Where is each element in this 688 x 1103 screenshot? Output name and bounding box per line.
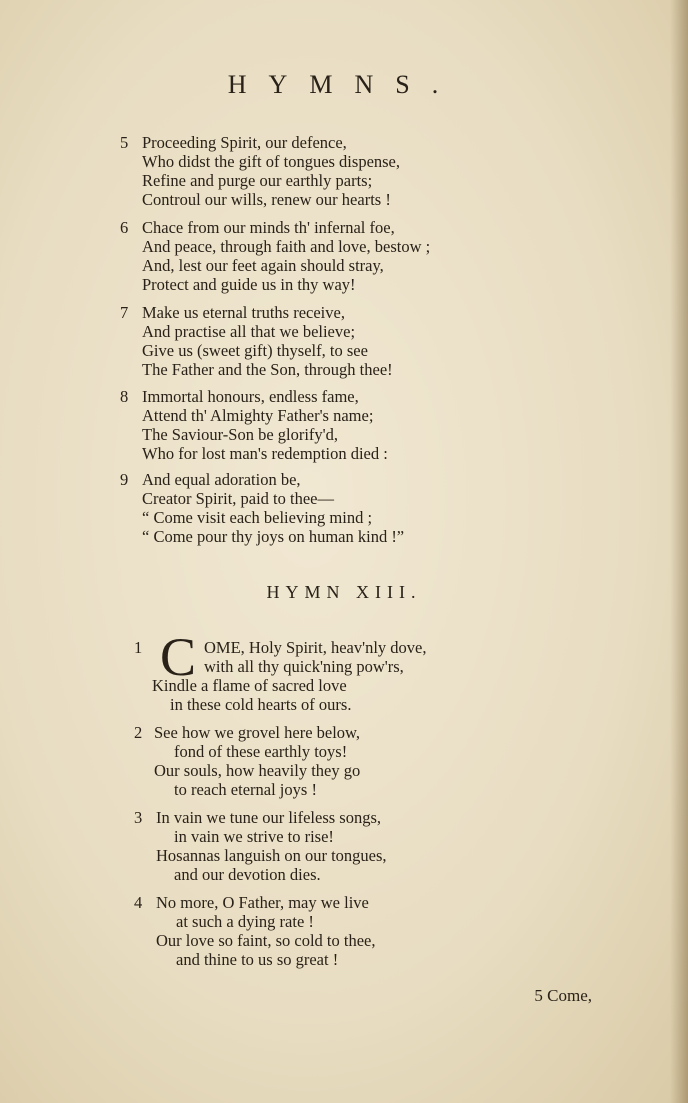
hymn-heading: HYMN XIII.: [266, 582, 422, 602]
verse-line: at such a dying rate !: [176, 912, 314, 931]
stanza-number: 5: [120, 133, 129, 152]
verse-line: “ Come pour thy joys on human kind !”: [142, 527, 405, 546]
hymn13-stanza-2: [134, 723, 554, 799]
verse-line: See how we grovel here below,: [154, 723, 361, 742]
stanza-8: [120, 387, 540, 463]
stanza-9: [120, 470, 540, 546]
verse-line: Who didst the gift of tongues dispense,: [142, 152, 401, 171]
verse-line: No more, O Father, may we live: [156, 893, 369, 912]
verse-line: Refine and purge our earthly parts;: [142, 171, 373, 190]
verse-line: Controul our wills, renew our hearts !: [142, 190, 391, 209]
verse-line: And, lest our feet again should stray,: [142, 256, 384, 275]
stanza-5: [120, 133, 540, 209]
verse-line: and thine to us so great !: [176, 950, 339, 969]
verse-line: in these cold hearts of ours.: [170, 695, 352, 714]
verse-line: The Saviour-Son be glorify'd,: [142, 425, 339, 444]
verse-line: Attend th' Almighty Father's name;: [142, 406, 374, 425]
page-spine-shadow: [670, 0, 688, 1103]
stanza-number: 8: [120, 387, 129, 406]
stanza-7: [120, 303, 540, 379]
stanza-number: 3: [134, 808, 143, 827]
verse-line: Proceeding Spirit, our defence,: [142, 133, 347, 152]
verse-line: Immortal honours, endless fame,: [142, 387, 359, 406]
drop-cap: C: [160, 627, 197, 687]
stanza-number: 9: [120, 470, 129, 489]
verse-line: And practise all that we believe;: [142, 322, 356, 341]
verse-line: Chace from our minds th' infernal foe,: [142, 218, 395, 237]
stanza-number: 4: [134, 893, 143, 912]
verse-line: with all thy quick'ning pow'rs,: [204, 657, 404, 676]
stanza-number: 1: [134, 638, 143, 657]
running-header: HYMNS.: [227, 70, 461, 99]
verse-line: Creator Spirit, paid to thee—: [142, 489, 334, 508]
hymn13-stanza-1: [134, 638, 554, 714]
verse-line: fond of these earthly toys!: [174, 742, 348, 761]
stanza-number: 7: [120, 303, 129, 322]
verse-line: and our devotion dies.: [174, 865, 321, 884]
verse-line: Protect and guide us in thy way!: [142, 275, 356, 294]
verse-line: In vain we tune our lifeless songs,: [156, 808, 381, 827]
verse-line: “ Come visit each believing mind ;: [142, 508, 373, 527]
verse-line: And equal adoration be,: [142, 470, 301, 489]
verse-line: Our souls, how heavily they go: [154, 761, 361, 780]
verse-line: to reach eternal joys !: [174, 780, 317, 799]
hymn13-stanza-3: [134, 808, 554, 884]
verse-line: Make us eternal truths receive,: [142, 303, 345, 322]
stanza-number: 6: [120, 218, 129, 237]
verse-line: Kindle a flame of sacred love: [152, 676, 347, 695]
verse-line: in vain we strive to rise!: [174, 827, 334, 846]
verse-line: Give us (sweet gift) thyself, to see: [142, 341, 368, 360]
verse-line: Hosannas languish on our tongues,: [156, 846, 387, 865]
verse-line: Who for lost man's redemption died :: [142, 444, 388, 463]
stanza-number: 2: [134, 723, 143, 742]
verse-line: And peace, through faith and love, bestow ;: [142, 237, 431, 256]
verse-line: Our love so faint, so cold to thee,: [156, 931, 376, 950]
verse-line: OME, Holy Spirit, heav'nly dove,: [204, 638, 427, 657]
stanza-6: [120, 218, 540, 294]
catchword: 5 Come,: [534, 986, 592, 1005]
hymn13-stanza-4: [134, 893, 554, 969]
verse-line: The Father and the Son, through thee!: [142, 360, 393, 379]
